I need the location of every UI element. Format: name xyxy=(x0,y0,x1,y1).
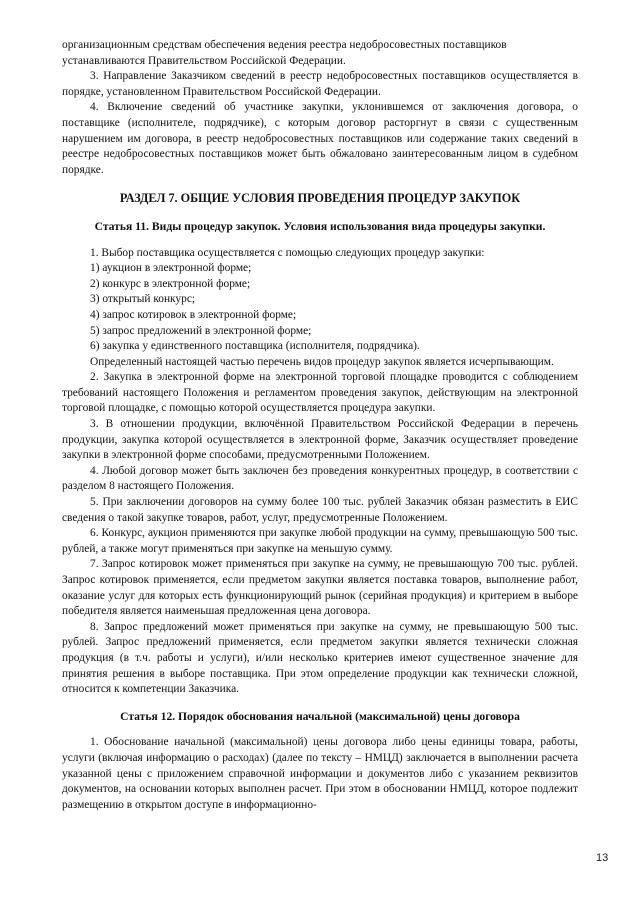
list-item: 6) закупка у единственного поставщика (исполнителя, подрядчика). xyxy=(90,340,420,353)
list-item: 2) конкурс в электронной форме; xyxy=(90,277,251,290)
page-content xyxy=(62,38,578,813)
paragraph: 1. Обоснование начальной (максимальной) цены договора либо цены единицы товара, работы, услуги (включая информацию о расходах) (далее по тексту – НМЦД) заключается в выполнении расчета указанной цены с приложением справочной информации и документов либо с указанием реквизитов документов, на основании которых выполнен расчет. При этом в обосновании НМЦД, которое подлежит размещению в открытом доступе в информационно- xyxy=(62,736,578,811)
paragraph: 2. Закупка в электронной форме на электронной торговой площадке проводится с соблюдением требований настоящего Положения и регламентом проведения закупок, действующим на электронной торговой площадке, с помощью которой осуществляется процедура закупки. xyxy=(62,371,578,415)
paragraph: 7. Запрос котировок может применяться при закупке на сумму, не превышающую 700 тыс. рублей. Запрос котировок применяется, если предметом закупки является поставка товаров, выполнение работ, оказание услуг для которых есть функционирующий рынок (серийная продукция) и критерием в выборе победителя является наименьшая предложенная цена договора. xyxy=(62,558,578,618)
list-item: 4) запрос котировок в электронной форме; xyxy=(90,308,297,321)
section-title: РАЗДЕЛ 7. ОБЩИЕ УСЛОВИЯ ПРОВЕДЕНИЯ ПРОЦЕДУР ЗАКУПОК xyxy=(119,191,521,206)
paragraph: 3. В отношении продукции, включённой Правительством Российской Федерации в перечень продукции, закупка которой осуществляется в электронной форме, Заказчик осуществляет проведение закупки в электронной форме способами, предусмотренными Положением. xyxy=(62,418,578,462)
list-item: 1) аукцион в электронной форме; xyxy=(90,262,252,275)
page-number: 13 xyxy=(596,852,609,864)
article-11-intro: 1. Выбор поставщика осуществляется с помощью следующих процедур закупки: xyxy=(90,246,485,259)
paragraph: 4. Любой договор может быть заключен без проведения конкурентных процедур, в соответствии с разделом 8 настоящего Положения. xyxy=(62,464,578,493)
list-item: 5) запрос предложений в электронной форме; xyxy=(90,324,312,337)
paragraph: 5. При заключении договоров на сумму более 100 тыс. рублей Заказчик обязан разместить в ЕИС сведения о такой закупке товаров, работ, услуг, предусмотренные Положением. xyxy=(62,496,578,524)
article-12-title: Статья 12. Порядок обоснования начальной (максимальной) цены договора xyxy=(120,709,520,723)
paragraph-continuation: организационным средствам обеспечения ведения реестра недобросовестных поставщиков устанавливаются Правительством Российской Федерации. xyxy=(62,39,507,67)
paragraph-3: 3. Направление Заказчиком сведений в реестр недобросовестных поставщиков осуществляется в порядке, установленном Правительством Российской Федерации. xyxy=(62,70,578,98)
article-11-title: Статья 11. Виды процедур закупок. Условия использования вида процедуры закупки. xyxy=(94,219,546,233)
paragraph: 6. Конкурс, аукцион применяются при закупке любой продукции на сумму, превышающую 500 тыс. рублей, а также могут применяться при закупке на меньшую сумму. xyxy=(62,527,578,555)
list-item: 3) открытый конкурс; xyxy=(90,293,196,306)
paragraph: Определенный настоящей частью перечень видов процедур закупок является исчерпывающим. xyxy=(90,355,554,368)
paragraph: 8. Запрос предложений может применяться при закупке на сумму, не превышающую 500 тыс. рублей. Запрос предложений применяется, если предметом закупки является технически сложная продукция (в т.ч. работы и услуги), и/или несколько критериев имеют существенное значение для принятия решения в выборе поставщика. При этом определение продукции как технически сложной, относится к компетенции Заказчика. xyxy=(62,620,578,696)
paragraph-4: 4. Включение сведений об участнике закупки, уклонившемся от заключения договора, о поставщике (исполнителе, подрядчике), с которым договор расторгнут в связи с существенным нарушением им договора, в реестр недобросовестных поставщиков или содержание таких сведений в реестре недобросовестных поставщиков может быть обжаловано заинтересованным лицом в судебном порядке. xyxy=(62,101,578,176)
